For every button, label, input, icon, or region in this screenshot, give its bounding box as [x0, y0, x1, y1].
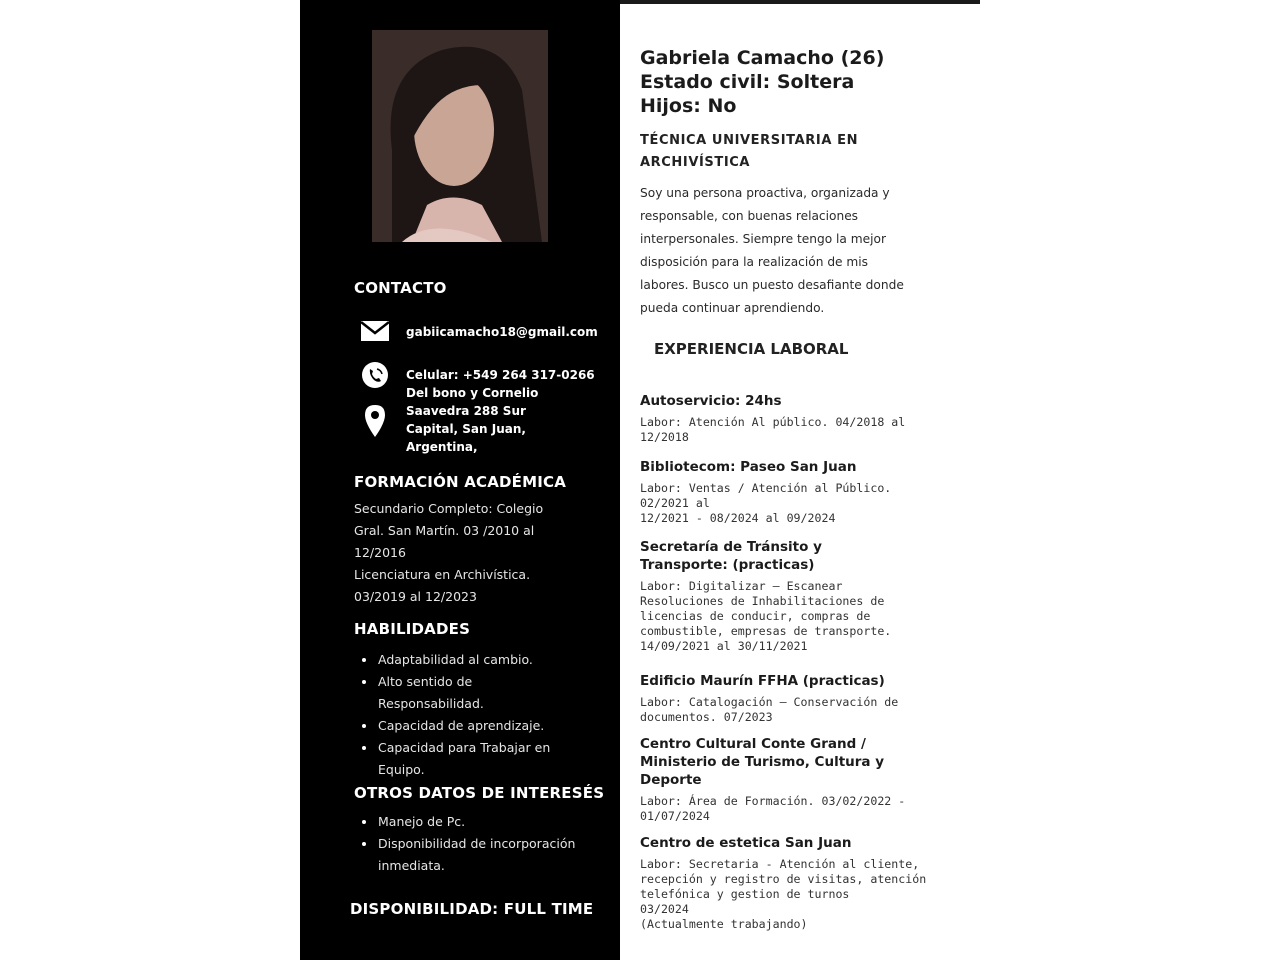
list-item: Disponibilidad de incorporación inmediata.: [354, 833, 575, 877]
education-line: Gral. San Martín. 03 /2010 al: [354, 523, 535, 538]
skills-heading: HABILIDADES: [354, 620, 471, 638]
sidebar: [300, 0, 620, 960]
job-entry: [640, 672, 940, 725]
education-line: 03/2019 al 12/2023: [354, 589, 477, 604]
children-line: Hijos: No: [640, 95, 737, 117]
main-content: [620, 0, 980, 960]
job-detail: Labor: Ventas / Atención al Público. 02/2021 al 12/2021 - 08/2024 al 09/2024: [640, 481, 892, 525]
address-line: Del bono y Cornelio: [406, 386, 539, 400]
job-entry: [640, 834, 940, 932]
job-detail: Labor: Secretaria - Atención al cliente, recepción y registro de visitas, atención telefónica y gestion de turnos 03/2024 (Actualmente trabajando): [640, 857, 927, 931]
job-title: Centro de estetica San Juan: [640, 835, 852, 851]
list-item: Manejo de Pc.: [354, 811, 575, 833]
contact-heading: CONTACTO: [354, 279, 447, 297]
other-heading: OTROS DATOS DE INTERESÉS: [354, 784, 605, 802]
education-line: Secundario Completo: Colegio: [354, 501, 544, 516]
list-item: Capacidad de aprendizaje.: [354, 715, 550, 737]
civil-status-line: Estado civil: Soltera: [640, 71, 855, 93]
education-line: 12/2016: [354, 545, 406, 560]
list-item: Adaptabilidad al cambio.: [354, 649, 550, 671]
phone-icon: [361, 361, 389, 394]
job-detail: Labor: Atención Al público. 04/2018 al 12/2018: [640, 415, 906, 444]
list-item: Alto sentido de Responsabilidad.: [354, 671, 550, 715]
job-entry: [640, 735, 940, 824]
availability-heading: DISPONIBILIDAD: FULL TIME: [350, 900, 594, 918]
education-line: Licenciatura en Archivística.: [354, 567, 531, 582]
skills-list: [354, 649, 550, 781]
job-detail: Labor: Área de Formación. 03/02/2022 - 01/07/2024: [640, 794, 906, 823]
summary-line: responsable, con buenas relaciones: [640, 209, 859, 223]
job-entry: [640, 392, 940, 445]
job-detail: Labor: Digitalizar – Escanear Resoluciones de Inhabilitaciones de licencias de conducir, compras de combustible, empresas de transporte. 14/09/2021 al 30/11/2021: [640, 579, 892, 653]
job-detail: Labor: Catalogación – Conservación de documentos. 07/2023: [640, 695, 899, 724]
address-line: Saavedra 288 Sur: [406, 404, 526, 418]
summary-line: Soy una persona proactiva, organizada y: [640, 186, 890, 200]
email-link[interactable]: gabiicamacho18@gmail.com: [406, 325, 598, 339]
address-block: [406, 384, 538, 456]
summary-line: disposición para la realización de mis: [640, 255, 869, 269]
job-title: Edificio Maurín FFHA (practicas): [640, 673, 885, 689]
summary-line: labores. Busco un puesto desafiante donde: [640, 278, 904, 292]
header-block: [640, 46, 884, 118]
education-text: [354, 498, 543, 608]
mail-icon: [360, 320, 390, 347]
profile-summary: [640, 182, 940, 320]
job-title: Autoservicio: 24hs: [640, 393, 782, 409]
name-line: Gabriela Camacho (26): [640, 47, 885, 69]
address-line: Argentina,: [406, 440, 478, 454]
list-item: Capacidad para Trabajar en Equipo.: [354, 737, 550, 781]
job-entry: [640, 538, 940, 654]
phone-text: Celular: +549 264 317-0266: [406, 368, 595, 382]
job-entry: [640, 458, 940, 526]
job-title: Bibliotecom: Paseo San Juan: [640, 459, 857, 475]
education-heading: FORMACIÓN ACADÉMICA: [354, 473, 567, 491]
profile-photo: [372, 30, 548, 242]
job-title: TÉCNICA UNIVERSITARIA EN ARCHIVÍSTICA: [640, 133, 859, 170]
other-list: [354, 811, 575, 877]
experience-heading: EXPERIENCIA LABORAL: [654, 340, 849, 358]
summary-line: pueda continuar aprendiendo.: [640, 301, 825, 315]
job-title: Centro Cultural Conte Grand / Ministerio de Turismo, Cultura y Deporte: [640, 736, 885, 788]
address-line: Capital, San Juan,: [406, 422, 526, 436]
location-pin-icon: [364, 404, 386, 443]
job-title: Secretaría de Tránsito y Transporte: (practicas): [640, 539, 822, 573]
summary-line: interpersonales. Siempre tengo la mejor: [640, 232, 886, 246]
